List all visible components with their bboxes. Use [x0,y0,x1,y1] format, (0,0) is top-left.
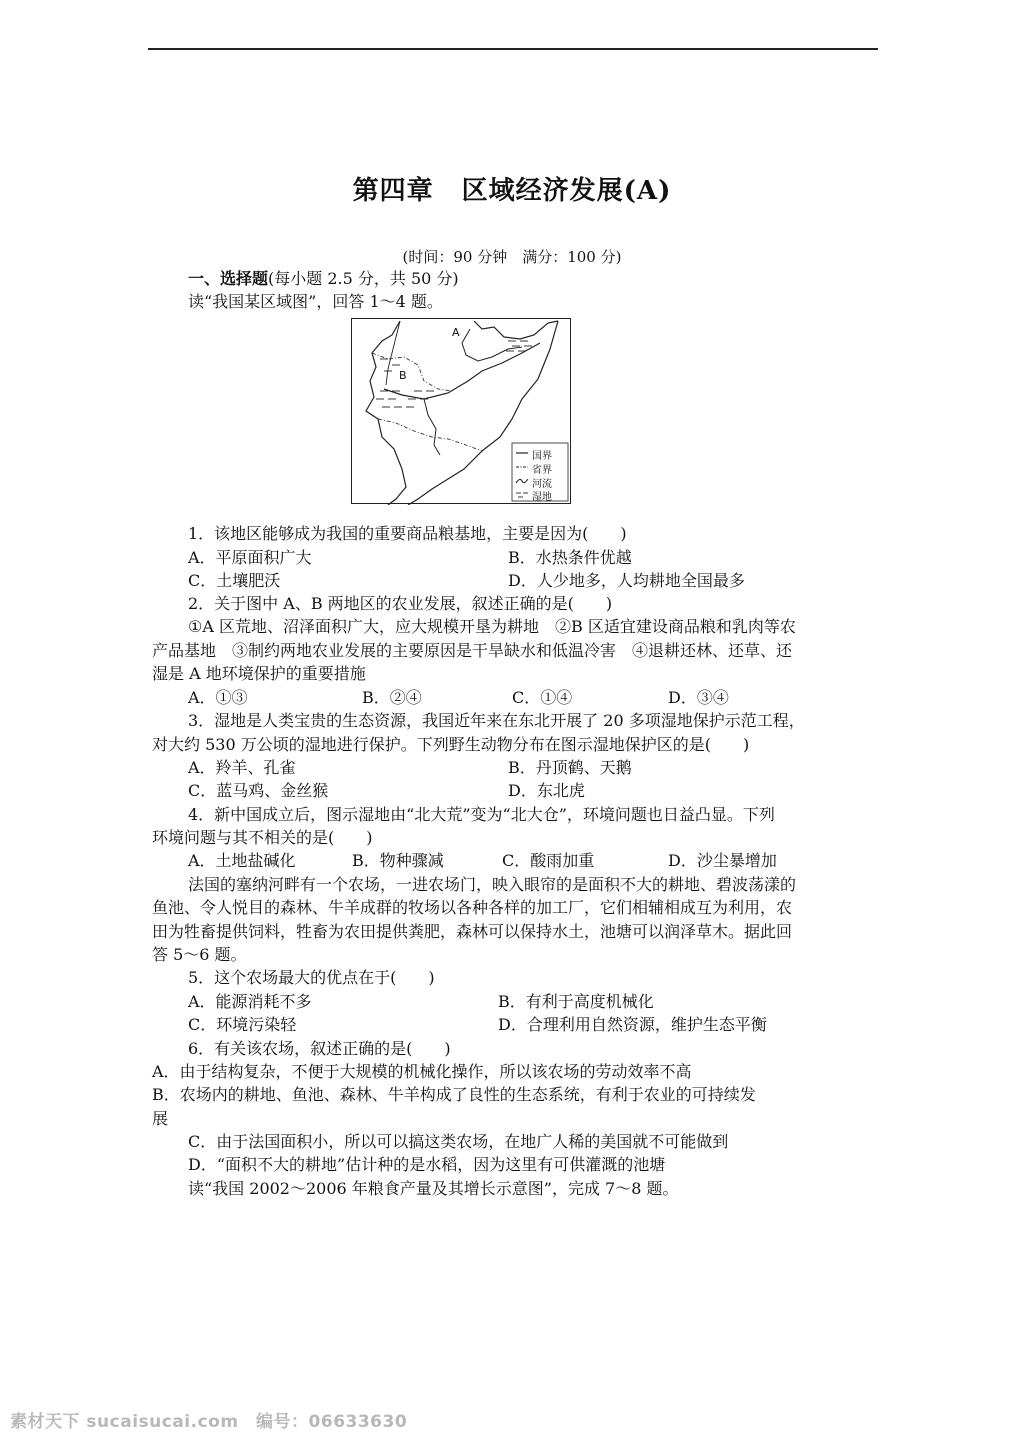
q1-stem: 1．该地区能够成为我国的重要商品粮基地，主要是因为( ) [188,524,627,543]
region-map [351,318,571,504]
q6-option-b-2: 展 [152,1109,169,1128]
q3-stem-2: 对大约 530 万公顷的湿地进行保护。下列野生动物分布在图示湿地保护区的是( ) [152,735,750,754]
q3-option-c: C．蓝马鸡、金丝猴 [188,781,329,800]
river-north [462,329,522,361]
legend-wetland: 湿地 [532,492,552,503]
q2-stem: 2．关于图中 A、B 两地区的农业发展，叙述正确的是( ) [188,594,613,613]
q2-option-b: B．②④ [362,688,422,707]
q6-option-b-1: B．农场内的耕地、鱼池、森林、牛羊构成了良性的生态系统，有利于农业的可持续发 [152,1085,756,1104]
river-main [384,343,540,399]
q5-stem: 5．这个农场最大的优点在于( ) [188,968,435,987]
q2-statements-3: 湿是 A 地环境保护的重要措施 [152,664,366,683]
wetland-b [376,359,434,407]
q2-option-d: D．③④ [668,688,729,707]
river-west [386,321,400,385]
q1-option-d: D．人少地多，人均耕地全国最多 [508,571,745,590]
q4-option-b: B．物种骤减 [352,851,444,870]
q2-statements-1: ①A 区荒地、沼泽面积广大，应大规模开垦为耕地 ②B 区适宜建设商品粮和乳肉等农 [188,617,796,636]
q6-option-d: D．“面积不大的耕地”估计种的是水稻，因为这里有可供灌溉的池塘 [188,1155,666,1174]
time-info: (时间：90 分钟 满分：100 分) [402,248,622,266]
national-border [366,321,406,505]
q3-option-b: B．丹顶鹤、天鹅 [508,758,632,777]
q2-option-a: A．①③ [188,688,248,707]
top-rule [148,48,878,50]
q5-option-c: C．环境污染轻 [188,1015,297,1034]
river-south [424,399,440,455]
q5-option-b: B．有利于高度机械化 [498,992,654,1011]
q6-option-a: A．由于结构复杂，不便于大规模的机械化操作，所以该农场的劳动效率不高 [152,1062,692,1081]
province-border-2 [378,419,482,451]
map-label-b: B [399,369,407,382]
q5-option-a: A．能源消耗不多 [188,992,312,1011]
passage-line-2: 鱼池、令人悦目的森林、牛羊成群的牧场以各种各样的加工厂，它们相辅相成互为利用，农 [152,898,793,917]
q4-stem-1: 4．新中国成立后，图示湿地由“北大荒”变为“北大仓”，环境问题也日益凸显。下列 [188,805,775,824]
passage-line-4: 答 5～6 题。 [152,945,247,964]
section-heading: 一、选择题(每小题 2.5 分，共 50 分) [188,269,459,288]
q2-statements-2: 产品基地 ③制约两地农业发展的主要原因是干旱缺水和低温冷害 ④退耕还林、还草、还 [152,641,793,660]
q1-option-c: C．土壤肥沃 [188,571,281,590]
chapter-number: 第四章 [352,176,434,206]
passage-line-3: 田为牲畜提供饲料，牲畜为农田提供粪肥，森林可以保持水土，池塘可以润泽草木。据此回 [152,922,793,941]
passage-line-1: 法国的塞纳河畔有一个农场，一进农场门，映入眼帘的是面积不大的耕地、碧波荡漾的 [188,875,797,894]
q3-option-a: A．羚羊、孔雀 [188,758,296,777]
legend-national-border: 国界 [532,451,552,462]
q4-stem-2: 环境问题与其不相关的是( ) [152,828,373,847]
map-intro: 读“我国某区域图”，回答 1～4 题。 [188,292,443,311]
q6-stem: 6．有关该农场，叙述正确的是( ) [188,1039,451,1058]
map-label-a: A [452,326,460,339]
q4-option-a: A．土地盐碱化 [188,851,296,870]
legend-river: 河流 [532,479,552,490]
national-border-east [474,321,558,339]
q2-option-c: C．①④ [512,688,573,707]
watermark-footer: 素材天下 sucaisucai.com 编号：06633630 [10,1412,408,1432]
chapter-name: 区域经济发展(A) [461,176,672,206]
q1-option-b: B．水热条件优越 [508,548,632,567]
q4-option-c: C．酸雨加重 [502,851,595,870]
q5-option-d: D．合理利用自然资源，维护生态平衡 [498,1015,767,1034]
q6-option-c: C．由于法国面积小，所以可以搞这类农场，在地广人稀的美国就不可能做到 [188,1132,729,1151]
q7-8-intro: 读“我国 2002～2006 年粮食产量及其增长示意图”，完成 7～8 题。 [188,1179,679,1198]
q4-option-d: D．沙尘暴增加 [668,851,777,870]
page-title [0,170,1024,207]
q3-option-d: D．东北虎 [508,781,585,800]
q3-stem-1: 3．湿地是人类宝贵的生态资源，我国近年来在东北开展了 20 多项湿地保护示范工程， [188,711,805,730]
legend-province-border: 省界 [532,465,552,476]
q1-option-a: A．平原面积广大 [188,548,312,567]
